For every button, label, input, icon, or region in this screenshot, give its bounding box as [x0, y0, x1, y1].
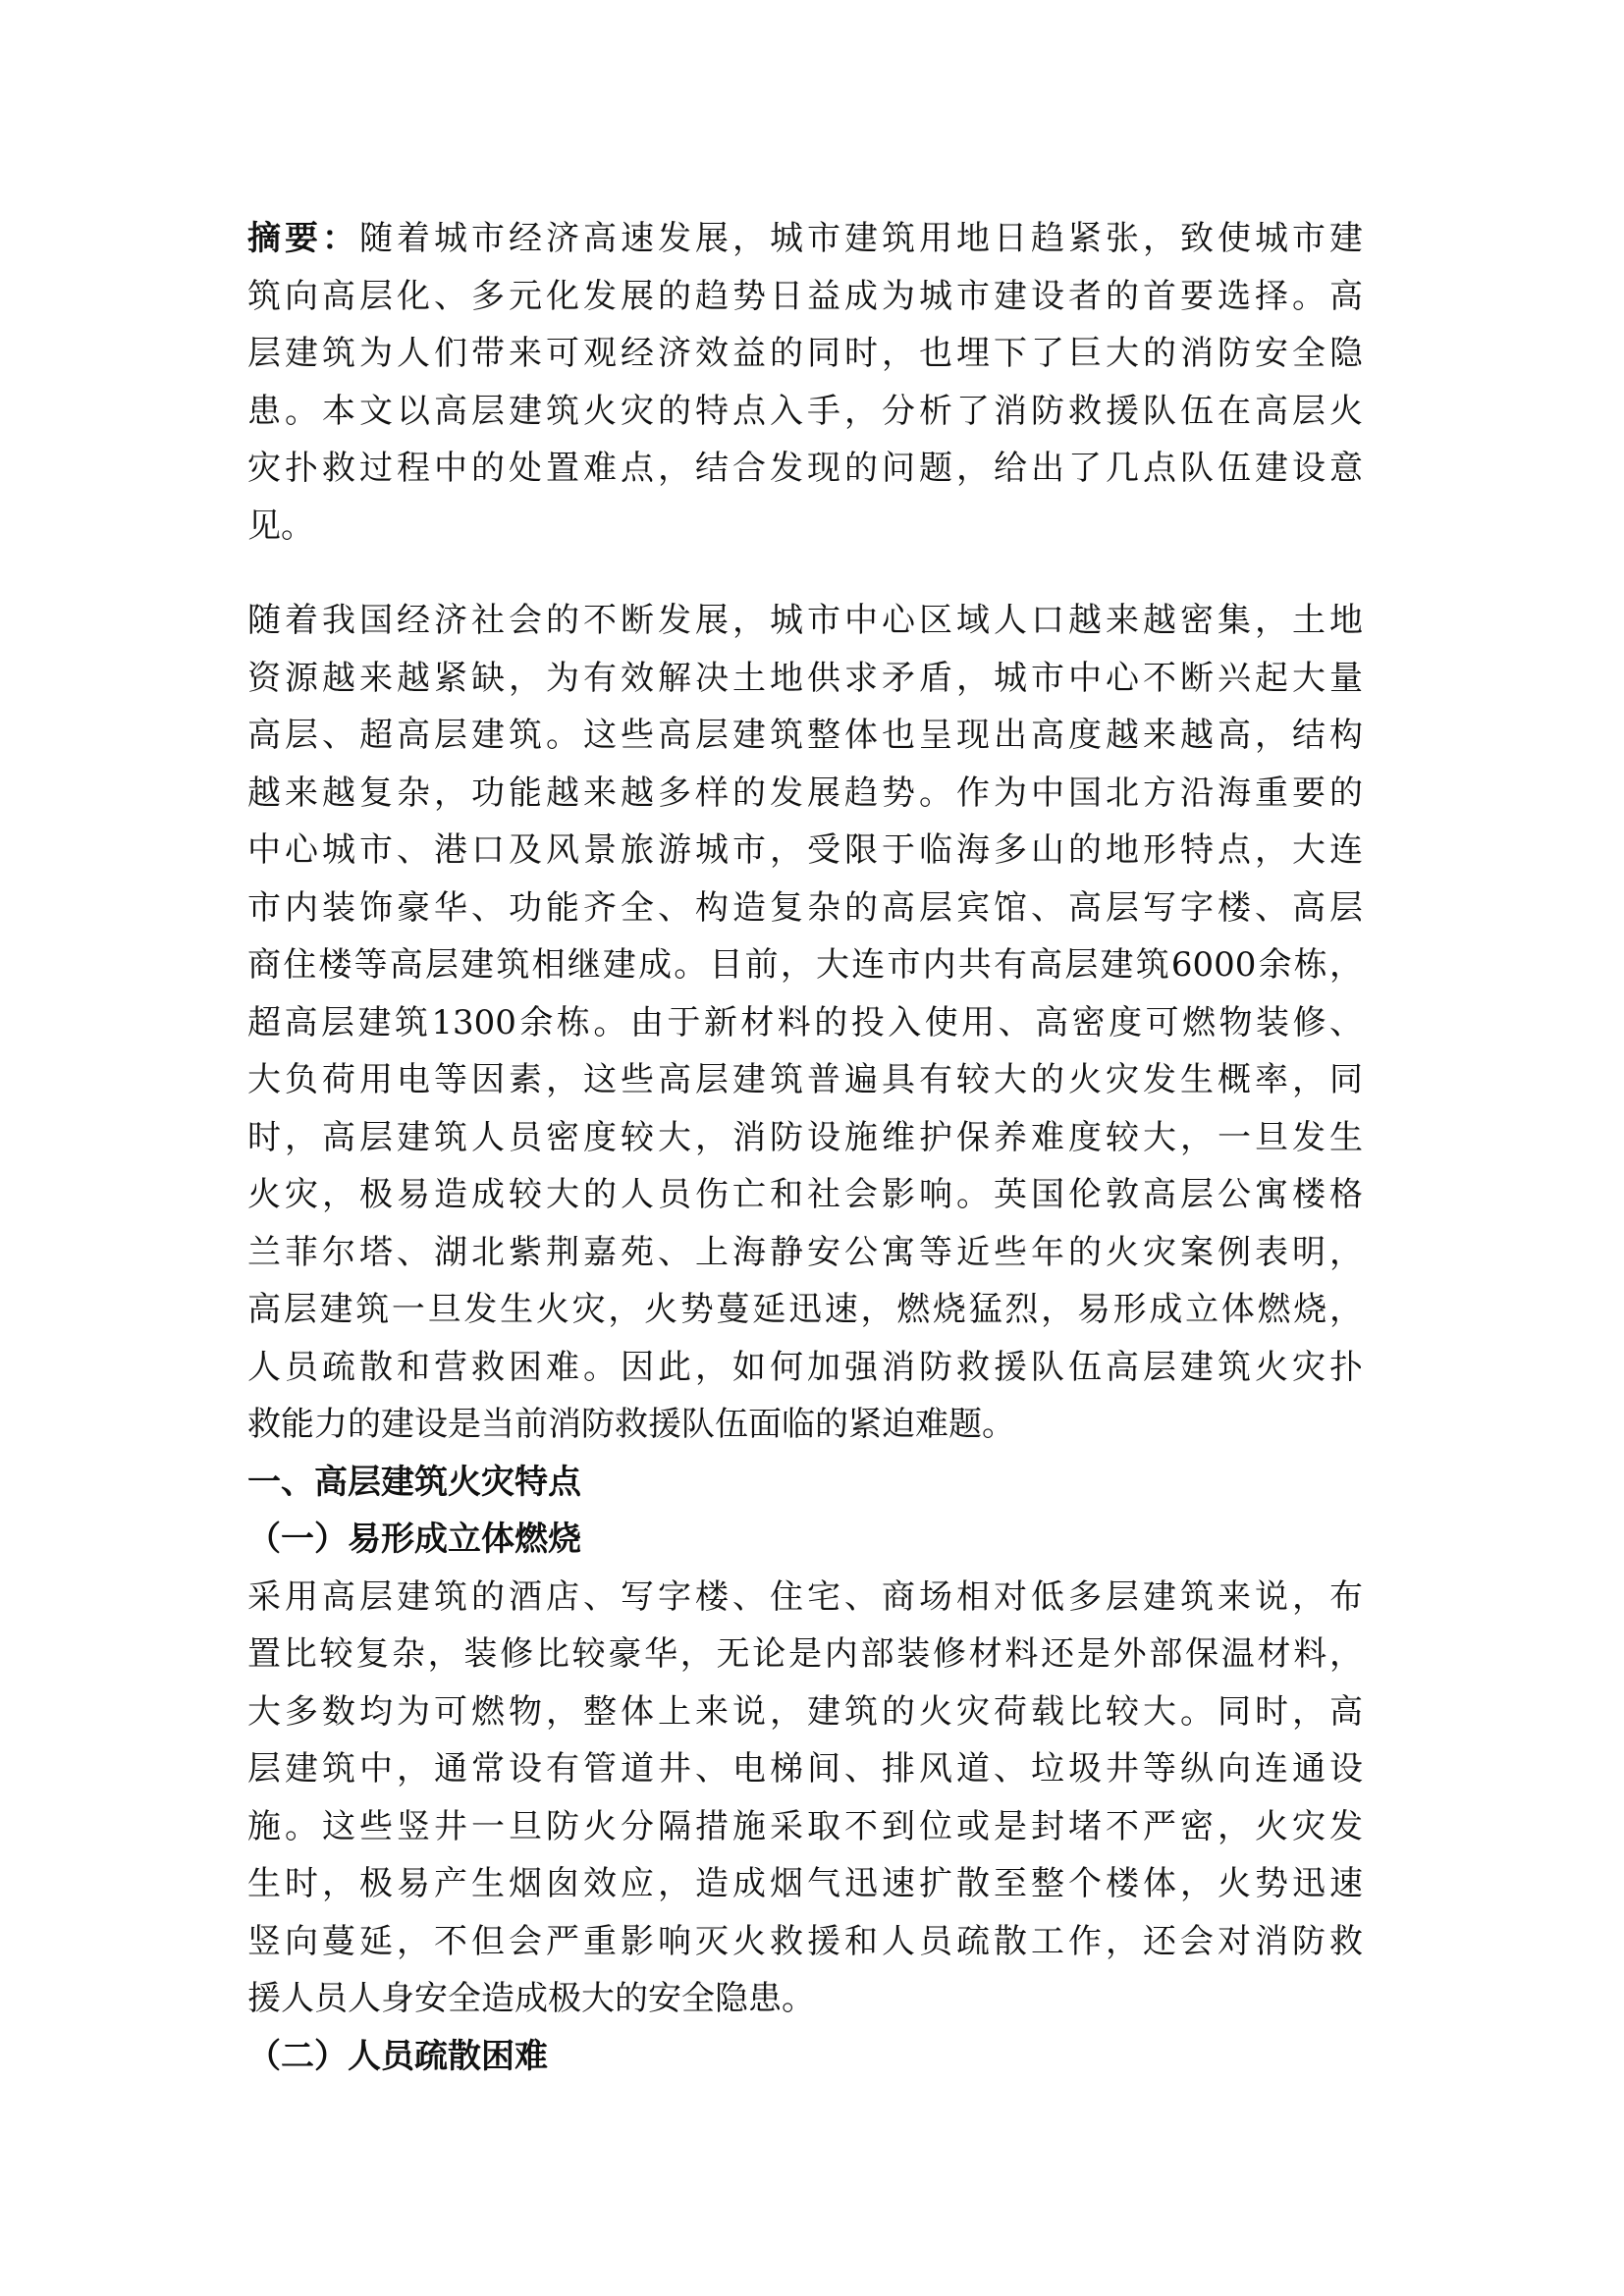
paragraph-line: 市内装饰豪华、功能齐全、构造复杂的高层宾馆、高层写字楼、高层 [247, 887, 1363, 928]
paragraph-line: 中心城市、港口及风景旅游城市，受限于临海多山的地形特点，大连 [247, 830, 1363, 870]
paragraph-line: 采用高层建筑的酒店、写字楼、住宅、商场相对低多层建筑来说，布 [247, 1576, 1363, 1617]
paragraph-line: 竖向蔓延，不但会严重影响灭火救援和人员疏散工作，还会对消防救 [247, 1921, 1363, 1961]
paragraph-line: 置比较复杂，装修比较豪华，无论是内部装修材料还是外部保温材料， [247, 1634, 1363, 1674]
paragraph-line: 高层建筑一旦发生火灾，火势蔓延迅速，燃烧猛烈，易形成立体燃烧， [247, 1290, 1363, 1329]
abstract-line [247, 210, 1363, 268]
abstract-text: 层建筑为人们带来可观经济效益的同时，也埋下了巨大的消防安全隐 [247, 334, 1363, 373]
abstract-line [247, 325, 1363, 383]
paragraph-line: 随着我国经济社会的不断发展，城市中心区域人口越来越密集，土地 [247, 601, 1363, 640]
paragraph-line: 援人员人身安全造成极大的安全隐患。 [247, 1979, 815, 2018]
paragraph-line: 大负荷用电等因素，这些高层建筑普遍具有较大的火灾发生概率，同 [247, 1060, 1363, 1099]
paragraph-line: 超高层建筑1300余栋。由于新材料的投入使用、高密度可燃物装修、 [247, 1002, 1363, 1042]
abstract-line [247, 268, 1363, 326]
paragraph-line: 兰菲尔塔、湖北紫荆嘉苑、上海静安公寓等近些年的火灾案例表明， [247, 1232, 1363, 1272]
paragraph-line: 时，高层建筑人员密度较大，消防设施维护保养难度较大，一旦发生 [247, 1117, 1363, 1157]
abstract-line [247, 498, 1363, 556]
paragraph-line: 层建筑中，通常设有管道井、电梯间、排风道、垃圾井等纵向连通设 [247, 1749, 1363, 1789]
abstract-text: 筑向高层化、多元化发展的趋势日益成为城市建设者的首要选择。高 [247, 276, 1363, 316]
paragraph-line: 大多数均为可燃物，整体上来说，建筑的火灾荷载比较大。同时，高 [247, 1691, 1363, 1732]
section-heading: （二）人员疏散困难 [247, 2036, 548, 2076]
paragraph-line: 越来越复杂，功能越来越多样的发展趋势。作为中国北方沿海重要的 [247, 773, 1363, 813]
abstract-text: 见。 [247, 506, 314, 546]
paragraph-line: 火灾，极易造成较大的人员伤亡和社会影响。英国伦敦高层公寓楼格 [247, 1175, 1363, 1214]
section-heading: （一）易形成立体燃烧 [247, 1520, 581, 1559]
abstract-line [247, 383, 1363, 441]
abstract [247, 210, 1363, 555]
paragraph-line: 救能力的建设是当前消防救援队伍面临的紧迫难题。 [247, 1405, 1015, 1444]
paragraph-line: 商住楼等高层建筑相继建成。目前，大连市内共有高层建筑6000余栋， [247, 945, 1363, 985]
paragraph [247, 592, 1363, 1454]
document-body [247, 592, 1363, 2085]
abstract-label: 摘要： [247, 219, 359, 258]
abstract-text: 患。本文以高层建筑火灾的特点入手，分析了消防救援队伍在高层火 [247, 391, 1363, 431]
abstract-text: 随着城市经济高速发展，城市建筑用地日趋紧张，致使城市建 [359, 219, 1363, 258]
abstract-text: 灾扑救过程中的处置难点，结合发现的问题，给出了几点队伍建设意 [247, 449, 1363, 488]
abstract-line [247, 440, 1363, 498]
paragraph-line: 生时，极易产生烟囱效应，造成烟气迅速扩散至整个楼体，火势迅速 [247, 1864, 1363, 1903]
paragraph [247, 1569, 1363, 2028]
section-heading: 一、高层建筑火灾特点 [247, 1462, 581, 1502]
paragraph-line: 人员疏散和营救困难。因此，如何加强消防救援队伍高层建筑火灾扑 [247, 1347, 1363, 1387]
paragraph-line: 高层、超高层建筑。这些高层建筑整体也呈现出高度越来越高，结构 [247, 716, 1363, 755]
paragraph-line: 资源越来越紧缺，为有效解决土地供求矛盾，城市中心不断兴起大量 [247, 658, 1363, 698]
paragraph-line: 施。这些竖井一旦防火分隔措施采取不到位或是封堵不严密，火灾发 [247, 1806, 1363, 1846]
